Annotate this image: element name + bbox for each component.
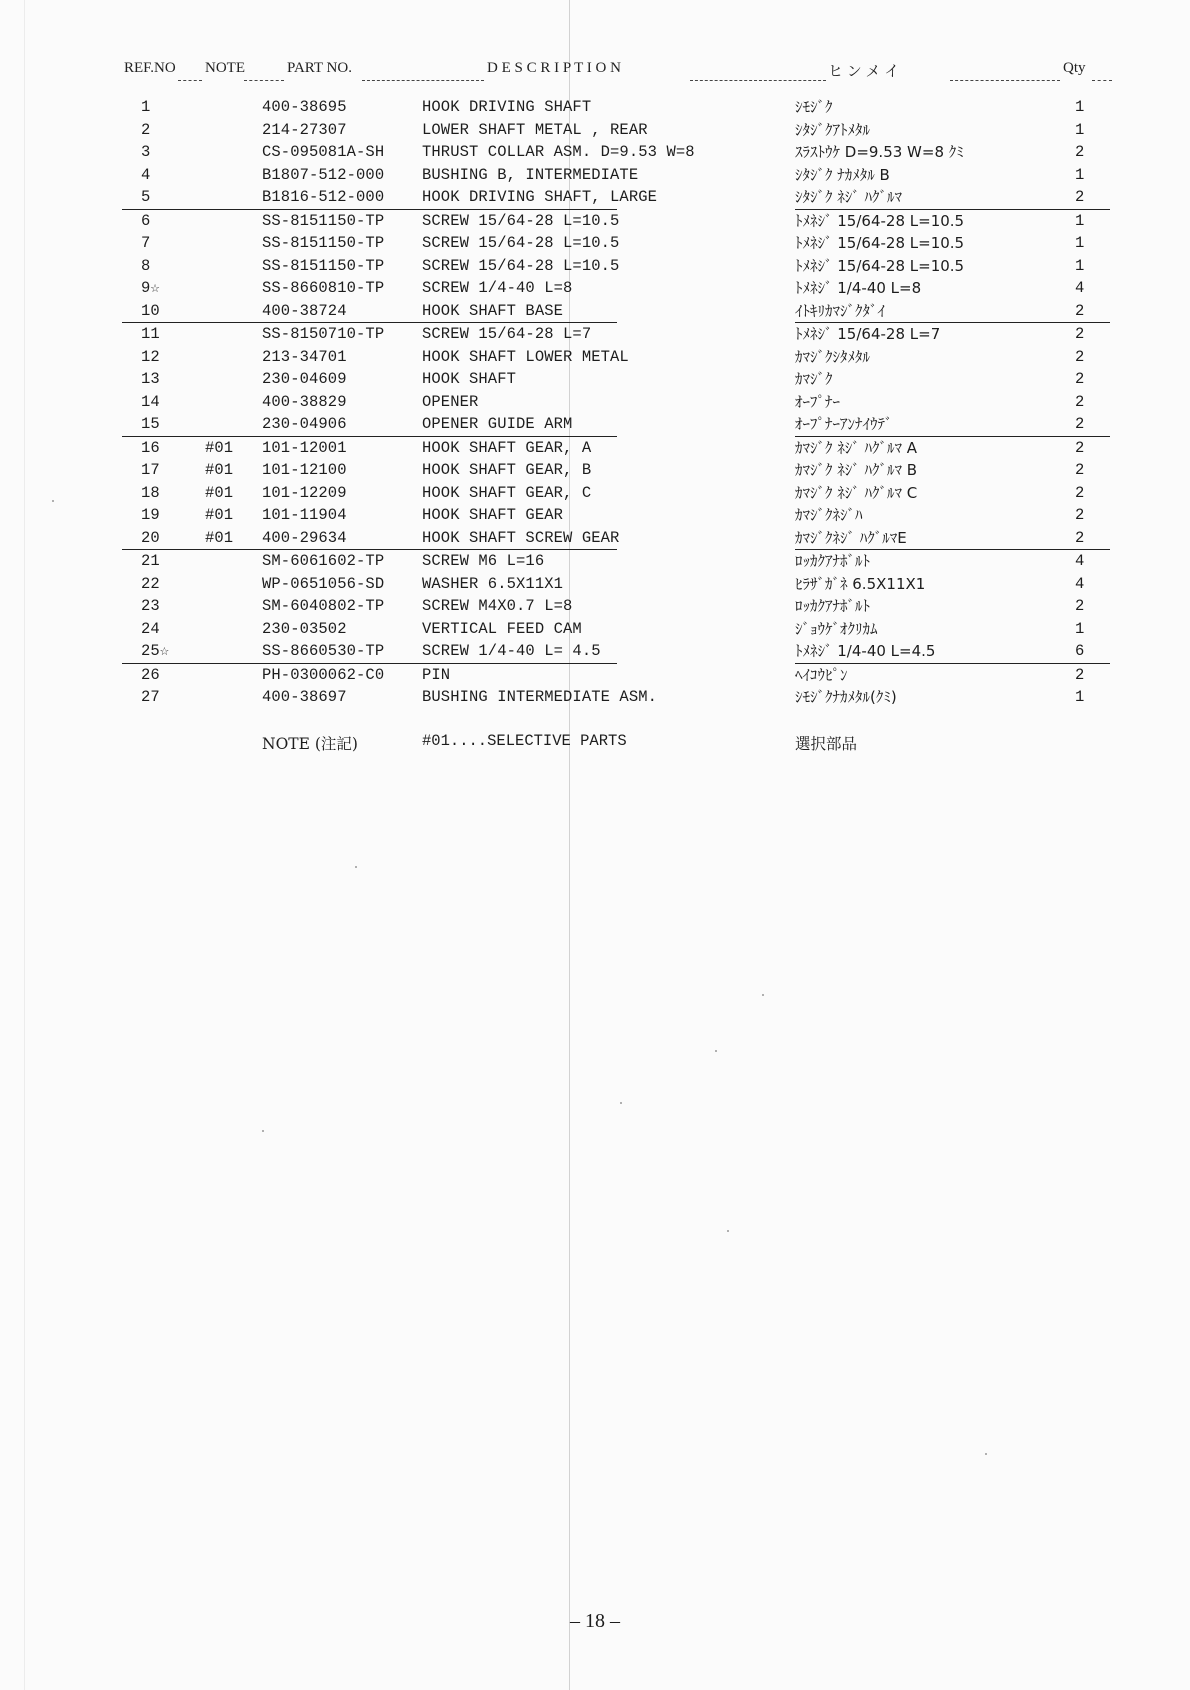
description-cell: HOOK SHAFT <box>422 370 517 388</box>
ref-no-cell: 16 <box>141 438 160 457</box>
qty-cell: 2 <box>1075 347 1085 366</box>
scan-speck <box>620 1102 622 1104</box>
ref-no-cell: 27 <box>141 688 160 706</box>
ref-no-cell: 17 <box>141 461 160 479</box>
part-no-cell: B1816-512-000 <box>262 188 385 206</box>
description-cell: HOOK SHAFT GEAR, A <box>422 438 592 457</box>
parts-table <box>0 96 1190 709</box>
ref-no-cell: 12 <box>141 347 160 366</box>
description-cell: OPENER <box>422 392 479 411</box>
qty-cell: 2 <box>1075 301 1085 320</box>
kana-cell: ｲﾄｷﾘｶﾏｼﾞｸﾀﾞｲ <box>795 301 886 320</box>
part-no-cell: 230-04609 <box>262 370 347 388</box>
note-cell: #01 <box>205 461 234 479</box>
qty-cell: 6 <box>1075 642 1085 660</box>
table-row <box>0 300 1190 323</box>
kana-cell: ｼﾞｮｳｹﾞｵｸﾘｶﾑ <box>795 619 878 638</box>
part-no-cell: 400-29634 <box>262 528 347 547</box>
table-row <box>0 277 1190 300</box>
kana-cell: ﾍｲｺｳﾋﾟﾝ <box>795 665 848 684</box>
qty-cell: 1 <box>1075 688 1085 706</box>
part-no-cell: SS-8151150-TP <box>262 234 385 252</box>
table-row <box>0 141 1190 164</box>
ref-no-cell: 10 <box>141 301 160 320</box>
table-row <box>0 346 1190 369</box>
table-row <box>0 686 1190 709</box>
part-no-cell: 213-34701 <box>262 347 347 366</box>
table-row <box>0 368 1190 391</box>
qty-cell: 2 <box>1075 392 1085 411</box>
table-row <box>122 322 1085 346</box>
qty-cell: 1 <box>1075 165 1085 184</box>
table-row <box>0 186 1190 209</box>
group-divider-line <box>795 209 1110 210</box>
part-no-cell: 400-38829 <box>262 392 347 411</box>
description-cell: SCREW 15/64-28 L=10.5 <box>422 211 620 230</box>
kana-cell: ｼﾓｼﾞｸ <box>795 98 833 116</box>
ref-no-cell: 24 <box>141 619 160 638</box>
description-cell: HOOK DRIVING SHAFT, LARGE <box>422 188 658 206</box>
qty-cell: 2 <box>1075 188 1085 206</box>
ref-no-cell: 21 <box>141 552 160 570</box>
header-part-no: PART NO. <box>287 60 352 76</box>
scan-speck <box>262 1130 264 1132</box>
part-no-cell: 400-38695 <box>262 98 347 116</box>
qty-cell: 1 <box>1075 619 1085 638</box>
table-row <box>0 459 1190 482</box>
ref-no-cell: 19 <box>141 506 160 524</box>
kana-cell: ｶﾏｼﾞｸ <box>795 370 833 388</box>
part-no-cell: 230-03502 <box>262 619 347 638</box>
qty-cell: 4 <box>1075 574 1085 593</box>
part-no-cell: CS-095081A-SH <box>262 143 385 161</box>
description-cell: HOOK SHAFT LOWER METAL <box>422 347 629 366</box>
page-number: – 18 – <box>570 1610 620 1632</box>
qty-cell: 1 <box>1075 256 1085 275</box>
ref-no-cell: 23 <box>141 597 160 615</box>
part-no-cell: SM-6061602-TP <box>262 552 385 570</box>
qty-cell: 4 <box>1075 279 1085 297</box>
ref-no-cell: 25☆ <box>141 642 170 660</box>
kana-cell: ｽﾗｽﾄｳｹ D=9.53 W=8 ｸﾐ <box>795 143 964 161</box>
footnote-label: NOTE (注記) <box>262 735 358 753</box>
part-no-cell: SM-6040802-TP <box>262 597 385 615</box>
table-row <box>0 482 1190 505</box>
qty-cell: 1 <box>1075 120 1085 139</box>
table-row <box>0 573 1190 596</box>
qty-cell: 2 <box>1075 461 1085 479</box>
kana-cell: ｶﾏｼﾞｸ ﾈｼﾞ ﾊｸﾞﾙﾏ A <box>795 438 918 457</box>
scan-speck <box>52 500 54 502</box>
ref-no-cell: 1 <box>141 98 151 116</box>
description-cell: PIN <box>422 665 451 684</box>
table-row <box>0 595 1190 618</box>
header-dash-3 <box>362 80 484 81</box>
group-divider-line <box>795 549 1110 550</box>
table-row <box>122 209 1085 233</box>
note-cell: #01 <box>205 528 234 547</box>
table-row <box>0 255 1190 278</box>
table-row <box>0 527 1190 550</box>
kana-cell: ｶﾏｼﾞｸ ﾈｼﾞ ﾊｸﾞﾙﾏ B <box>795 461 918 479</box>
description-cell: HOOK DRIVING SHAFT <box>422 98 592 116</box>
ref-no-cell: 9☆ <box>141 279 160 297</box>
ref-no-cell: 5 <box>141 188 151 206</box>
header-dash-2 <box>244 80 284 81</box>
kana-cell: ｶﾏｼﾞｸ ﾈｼﾞ ﾊｸﾞﾙﾏ C <box>795 483 918 502</box>
part-no-cell: 101-12100 <box>262 461 347 479</box>
scan-speck <box>762 994 764 996</box>
ref-no-cell: 26 <box>141 665 160 684</box>
header-dash-5 <box>950 80 1060 81</box>
description-cell: SCREW 15/64-28 L=10.5 <box>422 234 620 252</box>
table-row <box>0 232 1190 255</box>
scan-speck <box>985 1453 987 1455</box>
header-note: NOTE <box>205 60 245 76</box>
qty-cell: 2 <box>1075 483 1085 502</box>
table-row <box>0 119 1190 142</box>
note-cell: #01 <box>205 483 234 502</box>
note-cell: #01 <box>205 438 234 457</box>
part-no-cell: B1807-512-000 <box>262 165 385 184</box>
part-no-cell: SS-8660810-TP <box>262 279 385 297</box>
description-cell: OPENER GUIDE ARM <box>422 415 573 433</box>
description-cell: HOOK SHAFT GEAR, C <box>422 483 592 502</box>
kana-cell: ﾛｯｶｸｱﾅﾎﾞﾙﾄ <box>795 597 871 615</box>
description-cell: HOOK SHAFT BASE <box>422 301 564 320</box>
part-no-cell: 400-38697 <box>262 688 347 706</box>
table-row <box>0 504 1190 527</box>
kana-cell: ｶﾏｼﾞｸﾈｼﾞ ﾊｸﾞﾙﾏE <box>795 528 907 547</box>
ref-no-cell: 4 <box>141 165 151 184</box>
header-kana: ヒ ン メ イ <box>828 64 900 80</box>
description-cell: SCREW 15/64-28 L=10.5 <box>422 256 620 275</box>
qty-cell: 1 <box>1075 234 1085 252</box>
kana-cell: ﾄﾒﾈｼﾞ 15/64-28 L=10.5 <box>795 211 965 230</box>
header-dash-4 <box>690 80 826 81</box>
description-cell: WASHER 6.5X11X1 <box>422 574 564 593</box>
ref-no-cell: 13 <box>141 370 160 388</box>
kana-cell: ｶﾏｼﾞｸｼﾀﾒﾀﾙ <box>795 347 871 366</box>
description-cell: LOWER SHAFT METAL , REAR <box>422 120 648 139</box>
part-no-cell: 101-11904 <box>262 506 347 524</box>
part-no-cell: PH-0300062-C0 <box>262 665 385 684</box>
header-dash-6 <box>1092 80 1112 81</box>
footnote-text: #01....SELECTIVE PARTS <box>422 732 627 750</box>
description-cell: HOOK SHAFT GEAR, B <box>422 461 592 479</box>
group-divider-line <box>795 663 1110 664</box>
qty-cell: 2 <box>1075 438 1085 457</box>
table-row <box>0 618 1190 641</box>
kana-cell: ﾄﾒﾈｼﾞ 15/64-28 L=7 <box>795 325 941 343</box>
ref-no-cell: 6 <box>141 211 151 230</box>
part-no-cell: 214-27307 <box>262 120 347 139</box>
description-cell: SCREW M6 L=16 <box>422 552 545 570</box>
qty-cell: 1 <box>1075 211 1085 230</box>
part-no-cell: 101-12209 <box>262 483 347 502</box>
kana-cell: ﾋﾗｻﾞｶﾞﾈ 6.5X11X1 <box>795 574 926 593</box>
table-row <box>0 391 1190 414</box>
kana-cell: ﾄﾒﾈｼﾞ 15/64-28 L=10.5 <box>795 256 965 275</box>
ref-no-cell: 3 <box>141 143 151 161</box>
ref-no-cell: 20 <box>141 528 160 547</box>
part-no-cell: SS-8151150-TP <box>262 211 385 230</box>
part-no-cell: WP-0651056-SD <box>262 574 385 593</box>
kana-cell: ｼﾀｼﾞｸ ﾈｼﾞ ﾊｸﾞﾙﾏ <box>795 188 903 206</box>
description-cell: SCREW 1/4-40 L= 4.5 <box>422 642 601 660</box>
part-no-cell: 101-12001 <box>262 438 347 457</box>
description-cell: HOOK SHAFT SCREW GEAR <box>422 528 620 547</box>
qty-cell: 4 <box>1075 552 1085 570</box>
header-ref-no: REF.NO <box>124 60 176 76</box>
part-no-cell: 400-38724 <box>262 301 347 320</box>
part-no-cell: 230-04906 <box>262 415 347 433</box>
header-qty: Qty <box>1063 60 1086 76</box>
description-cell: SCREW 1/4-40 L=8 <box>422 279 573 297</box>
qty-cell: 2 <box>1075 528 1085 547</box>
kana-cell: ｶﾏｼﾞｸﾈｼﾞﾊ <box>795 506 863 524</box>
note-cell: #01 <box>205 506 234 524</box>
qty-cell: 1 <box>1075 98 1085 116</box>
kana-cell: ｵｰﾌﾟﾅｰｱﾝﾅｲｳﾃﾞ <box>795 415 893 433</box>
qty-cell: 2 <box>1075 597 1085 615</box>
ref-no-cell: 15 <box>141 415 160 433</box>
kana-cell: ﾛｯｶｸｱﾅﾎﾞﾙﾄ <box>795 552 871 570</box>
table-row <box>122 436 1085 460</box>
kana-cell: ｼﾀｼﾞｸｱﾄﾒﾀﾙ <box>795 120 871 139</box>
description-cell: HOOK SHAFT GEAR <box>422 506 564 524</box>
kana-cell: ｼﾓｼﾞｸﾅｶﾒﾀﾙ(ｸﾐ) <box>795 688 897 706</box>
ref-no-cell: 18 <box>141 483 160 502</box>
ref-no-cell: 2 <box>141 120 151 139</box>
description-cell: THRUST COLLAR ASM. D=9.53 W=8 <box>422 143 695 161</box>
table-row <box>122 663 1085 687</box>
ref-no-cell: 22 <box>141 574 160 593</box>
scan-speck <box>715 1050 717 1052</box>
scan-speck <box>355 866 357 868</box>
ref-no-cell: 7 <box>141 234 151 252</box>
kana-cell: ｼﾀｼﾞｸ ﾅｶﾒﾀﾙ B <box>795 165 890 184</box>
ref-no-cell: 11 <box>141 325 160 343</box>
part-no-cell: SS-8150710-TP <box>262 325 385 343</box>
kana-cell: ｵｰﾌﾟﾅｰ <box>795 392 841 411</box>
table-row <box>0 96 1190 119</box>
part-no-cell: SS-8151150-TP <box>262 256 385 275</box>
scan-speck <box>727 1230 729 1232</box>
group-divider-line <box>795 436 1110 437</box>
header-description: D E S C R I P T I O N <box>487 60 621 76</box>
table-row <box>0 164 1190 187</box>
kana-cell: ﾄﾒﾈｼﾞ 1/4-40 L=4.5 <box>795 642 936 660</box>
qty-cell: 2 <box>1075 370 1085 388</box>
group-divider-line <box>795 322 1110 323</box>
header-dash-1 <box>178 80 202 81</box>
kana-cell: ﾄﾒﾈｼﾞ 15/64-28 L=10.5 <box>795 234 965 252</box>
ref-no-cell: 8 <box>141 256 151 275</box>
qty-cell: 2 <box>1075 506 1085 524</box>
description-cell: BUSHING INTERMEDIATE ASM. <box>422 688 658 706</box>
qty-cell: 2 <box>1075 143 1085 161</box>
description-cell: BUSHING B, INTERMEDIATE <box>422 165 639 184</box>
part-no-cell: SS-8660530-TP <box>262 642 385 660</box>
description-cell: VERTICAL FEED CAM <box>422 619 582 638</box>
table-row <box>122 549 1085 573</box>
footnote-kana: 選択部品 <box>795 735 858 753</box>
qty-cell: 2 <box>1075 665 1085 684</box>
kana-cell: ﾄﾒﾈｼﾞ 1/4-40 L=8 <box>795 279 922 297</box>
qty-cell: 2 <box>1075 415 1085 433</box>
description-cell: SCREW 15/64-28 L=7 <box>422 325 592 343</box>
qty-cell: 2 <box>1075 325 1085 343</box>
table-row <box>0 413 1190 436</box>
description-cell: SCREW M4X0.7 L=8 <box>422 597 573 615</box>
ref-no-cell: 14 <box>141 392 160 411</box>
table-row <box>0 640 1190 663</box>
